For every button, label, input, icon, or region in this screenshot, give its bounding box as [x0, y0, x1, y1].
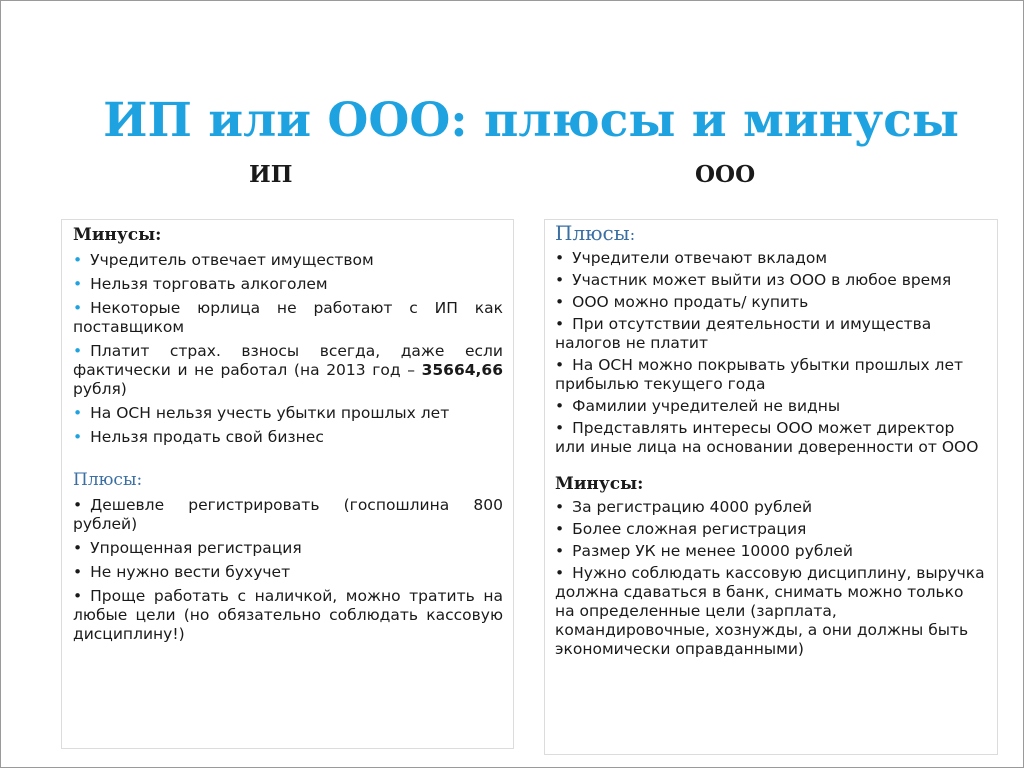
- list-item: • Учредитель отвечает имуществом: [73, 251, 374, 269]
- bullet-icon: •: [73, 496, 83, 514]
- list-item: • Платит страх. взносы всегда, даже если фактически и не работал (на 2013 год – 35664,66 рубля): [73, 342, 503, 398]
- bullet-icon: •: [73, 563, 83, 581]
- list-item: • Участник может выйти из ООО в любое время: [555, 271, 952, 289]
- ip-pluses-list: [73, 496, 503, 644]
- list-item: • Более сложная регистрация: [555, 520, 807, 538]
- bullet-icon: •: [555, 356, 565, 374]
- bullet-icon: •: [555, 293, 565, 311]
- list-item: • Нужно соблюдать кассовую дисциплину, выручка должна сдаваться в банк, снимать можно только на определенные цели (зарплата, командировочные, хознужды, а они должны быть экономически оправданными): [555, 564, 985, 658]
- column-heading-ooo: ООО: [695, 161, 756, 188]
- bullet-icon: •: [73, 428, 83, 446]
- bullet-icon: •: [73, 299, 83, 317]
- ooo-pluses-list: [555, 249, 987, 457]
- bullet-icon: •: [555, 564, 565, 582]
- bullet-icon: •: [555, 542, 565, 560]
- bullet-icon: •: [555, 315, 565, 333]
- ooo-box: [544, 219, 998, 755]
- column-heading-ip: ИП: [249, 161, 293, 188]
- list-item: • Фамилии учредителей не видны: [555, 397, 841, 415]
- list-item: • На ОСН нельзя учесть убытки прошлых лет: [73, 404, 450, 422]
- list-item: • Дешевле регистрировать (госпошлина 800 рублей): [73, 496, 503, 533]
- list-item: • Учредители отвечают вкладом: [555, 249, 828, 267]
- insurance-amount: 35664,66: [421, 361, 503, 379]
- ip-pluses-heading: Плюсы:: [73, 470, 143, 490]
- list-item: • При отсутствии деятельности и имущества налогов не платит: [555, 315, 932, 352]
- list-item: • Представлять интересы ООО может директор или иные лица на основании доверенности от ООО: [555, 419, 979, 456]
- ip-minuses-heading: Минусы:: [73, 225, 162, 245]
- list-item: • На ОСН можно покрывать убытки прошлых лет прибылью текущего года: [555, 356, 964, 393]
- slide-title: ИП или ООО: плюсы и минусы: [103, 93, 959, 148]
- ooo-pluses-heading: Плюсы:: [555, 221, 636, 245]
- bullet-icon: •: [73, 404, 83, 422]
- bullet-icon: •: [73, 539, 83, 557]
- bullet-icon: •: [555, 498, 565, 516]
- ip-box: [61, 219, 514, 749]
- bullet-icon: •: [555, 271, 565, 289]
- list-item: • Упрощенная регистрация: [73, 539, 302, 557]
- bullet-icon: •: [555, 419, 565, 437]
- ooo-minuses-heading: Минусы:: [555, 474, 644, 494]
- list-item: • Некоторые юрлица не работают с ИП как поставщиком: [73, 299, 503, 336]
- list-item: • Размер УК не менее 10000 рублей: [555, 542, 853, 560]
- bullet-icon: •: [73, 342, 83, 360]
- bullet-icon: •: [73, 251, 83, 269]
- ooo-minuses-list: [555, 498, 987, 659]
- ip-minuses-list: [73, 251, 503, 447]
- list-item: • ООО можно продать/ купить: [555, 293, 809, 311]
- list-item: • Нельзя торговать алкоголем: [73, 275, 328, 293]
- bullet-icon: •: [555, 249, 565, 267]
- list-item: • Не нужно вести бухучет: [73, 563, 291, 581]
- bullet-icon: •: [555, 520, 565, 538]
- list-item: • Нельзя продать свой бизнес: [73, 428, 324, 446]
- list-item: • Проще работать с наличкой, можно тратить на любые цели (но обязательно соблюдать кассовую дисциплину!): [73, 587, 503, 643]
- bullet-icon: •: [73, 587, 83, 605]
- list-item: • За регистрацию 4000 рублей: [555, 498, 813, 516]
- bullet-icon: •: [73, 275, 83, 293]
- bullet-icon: •: [555, 397, 565, 415]
